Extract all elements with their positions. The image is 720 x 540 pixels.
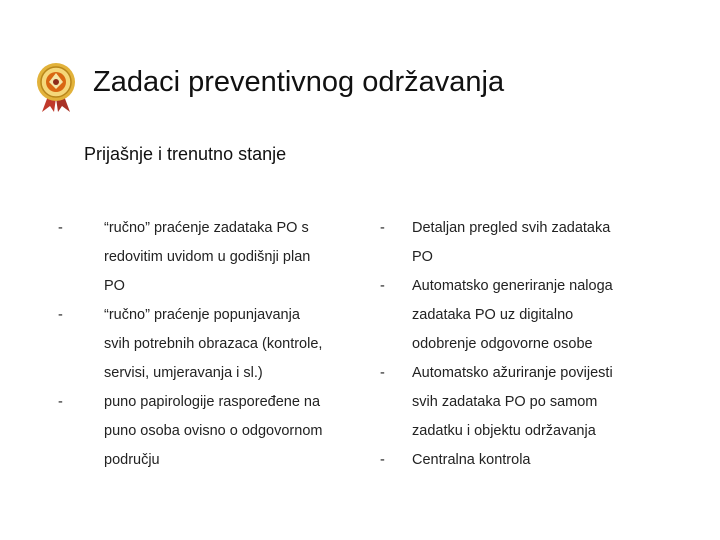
list-item-text: Centralna kontrola (412, 452, 531, 468)
list-item-text: redovitim uvidom u godišnji plan (104, 249, 311, 265)
list-item (380, 359, 650, 446)
list-item-text: puno papirologije raspoređene na (104, 394, 321, 410)
slide-subtitle: Prijašnje i trenutno stanje (84, 144, 287, 164)
list-item-text: Automatsko ažuriranje povijesti (412, 365, 613, 381)
list-item (58, 214, 358, 301)
bullet-dash: - (58, 394, 63, 410)
emblem-logo (36, 58, 76, 112)
list-item-text: puno osoba ovisno o odgovornom (104, 423, 323, 439)
list-item-text: svih zadataka PO po samom (412, 394, 598, 410)
bullet-dash: - (380, 365, 385, 381)
list-item-text: “ručno” praćenje zadataka PO s (104, 220, 309, 236)
list-item (380, 214, 650, 272)
list-item (58, 301, 358, 388)
list-item-text: “ručno” praćenje popunjavanja (104, 307, 300, 323)
list-item-text: zadatku i objektu održavanja (412, 423, 596, 439)
previous-state-list (58, 214, 358, 475)
list-item-text: PO (104, 278, 125, 294)
bullet-dash: - (380, 220, 385, 236)
bullet-dash: - (58, 307, 63, 323)
list-item-text: Automatsko generiranje naloga (412, 278, 613, 294)
list-item (380, 446, 650, 475)
bullet-dash: - (58, 220, 63, 236)
list-item (380, 272, 650, 359)
list-item-text: zadataka PO uz digitalno (412, 307, 574, 323)
list-item-text: odobrenje odgovorne osobe (412, 336, 593, 352)
list-item-text: servisi, umjeravanja i sl.) (104, 365, 263, 381)
list-item-text: PO (412, 249, 433, 265)
list-item (58, 388, 358, 475)
list-item-text: svih potrebnih obrazaca (kontrole, (104, 336, 323, 352)
list-item-text: području (104, 452, 160, 468)
slide-title: Zadaci preventivnog održavanja (93, 66, 505, 98)
list-item-text: Detaljan pregled svih zadataka (412, 220, 611, 236)
bullet-dash: - (380, 452, 385, 468)
bullet-dash: - (380, 278, 385, 294)
current-state-list (380, 214, 650, 475)
